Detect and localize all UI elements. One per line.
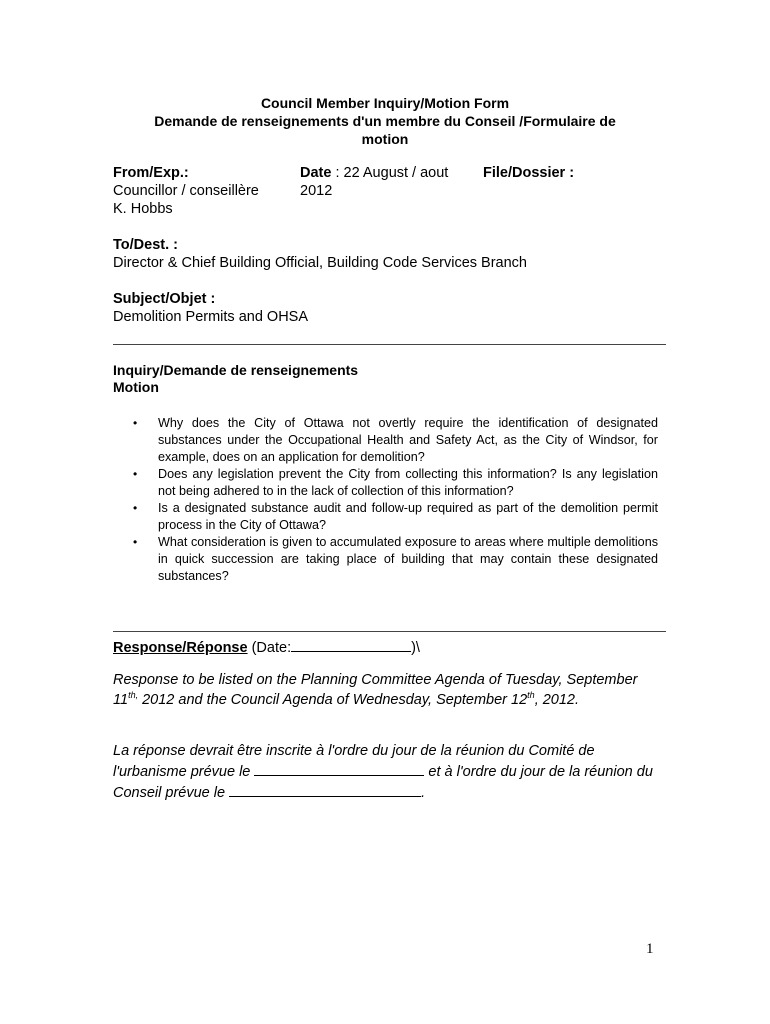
list-item: • Does any legislation prevent the City from collecting this information? Is any legislation not being adhered to in the lack of collection of this information? [133,467,658,498]
from-line-2: K. Hobbs [113,201,173,217]
response-date-blank [291,637,411,652]
from-line-1: Councillor / conseillère [113,183,259,199]
response-text-fr: La réponse devrait être inscrite à l'ordre du jour de la réunion du Comité de l'urbanisme prévue le et à l'ordre du jour de la réunion du Conseil prévue le . [113,743,653,801]
title-line-3: motion [361,131,409,147]
response-heading [113,637,420,657]
inquiry-heading-1: Inquiry/Demande de renseignements [113,362,359,378]
date-block [300,164,480,200]
list-item: • What consideration is given to accumulated exposure to areas where multiple demolitions in quick succession are taking place of building that may contain these designated substances? [133,535,658,583]
list-item: • Why does the City of Ottawa not overtly require the identification of designated substances under the Occupational Health and Safety Act, as the City of Windsor, for example, does on an application for demolition? [133,416,658,464]
bullet-icon: • [133,535,138,549]
subject-label: Subject/Objet : [113,291,216,307]
file-label: File/Dossier : [483,165,575,181]
title-line-2: Demande de renseignements d'un membre du Conseil /Formulaire de [154,113,616,129]
section-divider-bottom [113,631,666,632]
subject-block [113,290,658,326]
response-date-open: (Date: [247,640,292,656]
ordinal-suffix: th, [128,690,139,701]
date-value-1: 22 August / aout [343,165,449,181]
section-divider-top [113,344,666,345]
subject-value: Demolition Permits and OHSA [113,309,309,325]
inquiry-list [113,415,658,585]
title-line-1: Council Member Inquiry/Motion Form [260,95,510,111]
bullet-icon: • [133,467,138,481]
committee-date-blank [254,761,424,776]
bullet-icon: • [133,416,138,430]
to-label: To/Dest. : [113,237,178,253]
page-number: 1 [646,941,654,957]
form-title [113,94,657,148]
response-date-close: )\ [411,640,420,656]
list-item: • Is a designated substance audit and follow-up required as part of the demolition permit process in the City of Ottawa? [133,501,658,532]
response-text-en: Response to be listed on the Planning Committee Agenda of Tuesday, September $11^{th,}$ 2012 and the Council Agenda of Wednesday, September 12th, 2012. [113,672,638,708]
date-label: Date [300,165,332,181]
response-label: Response/Réponse [113,640,248,656]
from-label: From/Exp.: [113,165,189,181]
date-separator: : [331,165,344,181]
inquiry-heading [113,362,358,396]
bullet-icon: • [133,501,138,515]
to-value: Director & Chief Building Official, Building Code Services Branch [113,255,527,271]
inquiry-heading-2: Motion [113,379,159,395]
from-block [113,164,293,218]
date-value-2: 2012 [300,183,333,199]
ordinal-suffix: th [527,690,535,701]
council-date-blank [229,782,421,797]
to-block [113,236,658,272]
